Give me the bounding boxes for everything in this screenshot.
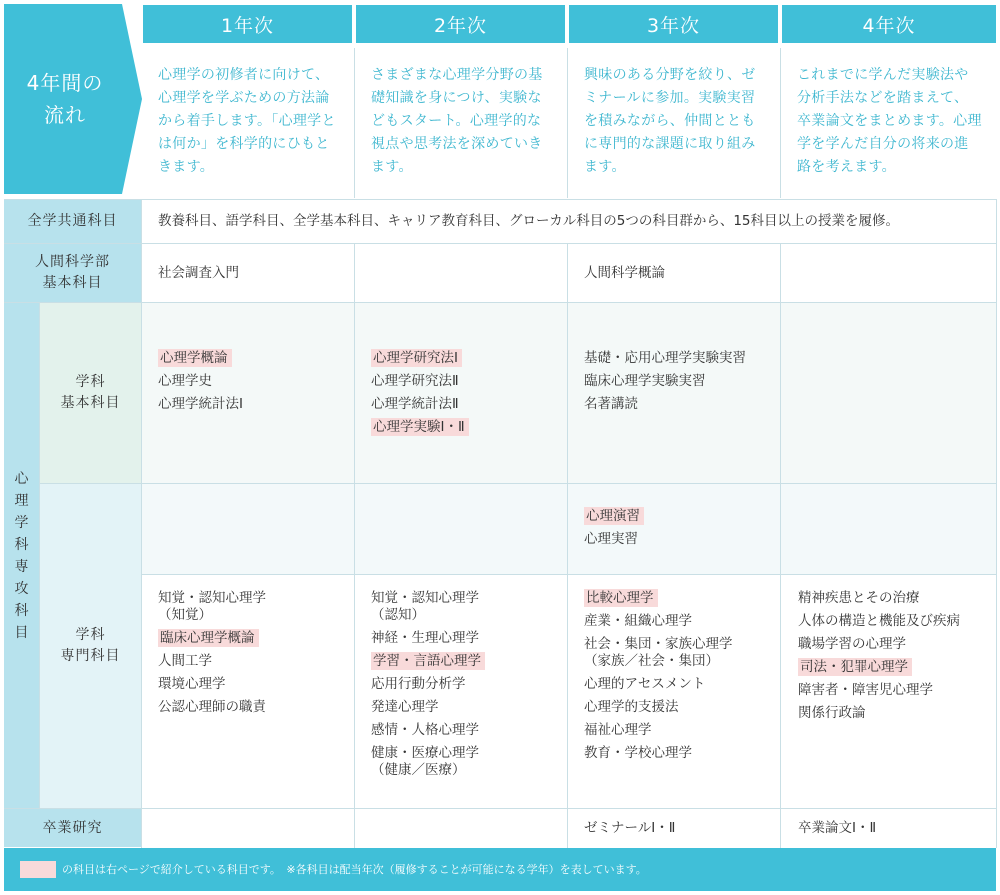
course-name: 名著講読 <box>584 396 638 412</box>
course-name: 比較心理学 <box>584 589 658 607</box>
course-item <box>371 590 561 624</box>
course-name: 心理的アセスメント <box>584 676 706 692</box>
course-name: 心理学統計法Ⅱ <box>371 396 459 412</box>
year-3-description: 興味のある分野を絞り、ゼミナールに参加。実験実習を積みながら、仲間とともに専門的な課題に取り組みます。 <box>584 67 756 175</box>
course-item <box>371 676 561 693</box>
course-item <box>371 373 561 390</box>
course-name: 学習・言語心理学 <box>371 652 485 670</box>
faculty-label: 人間科学部 基本科目 <box>35 254 110 291</box>
course-item <box>584 699 774 716</box>
grid-line <box>996 199 997 848</box>
course-name: 発達心理学 <box>371 699 439 715</box>
course-item <box>798 613 992 630</box>
grid-line <box>567 243 568 848</box>
dept-basic-label: 学科 基本科目 <box>60 374 121 411</box>
graduation-y3: ゼミナールⅠ・Ⅱ <box>584 820 676 836</box>
year-4-description: これまでに学んだ実験法や分析手法などを踏まえて、卒業論文をまとめます。心理学を学んだ自分の将来の進路を考えます。 <box>797 67 982 175</box>
course-item <box>798 659 992 676</box>
header-divider <box>354 48 355 198</box>
year-1-header: 1年次 <box>143 5 352 43</box>
major-label: 心 理 学 科 専 攻 科 目 <box>14 470 29 641</box>
header-divider <box>567 48 568 198</box>
dept-basic-y3-list <box>584 350 774 419</box>
grid-line <box>4 199 996 200</box>
dept-special-y2-list <box>371 590 561 785</box>
course-name: 応用行動分析学 <box>371 676 466 692</box>
dept-practice-row-bg <box>142 484 996 574</box>
course-item <box>158 590 348 624</box>
course-item <box>584 745 774 762</box>
course-item <box>371 722 561 739</box>
course-name: 関係行政論 <box>798 705 866 721</box>
course-item <box>371 419 561 436</box>
course-name: 精神疾患とその治療 <box>798 590 920 606</box>
course-item <box>371 653 561 670</box>
year-2-description: さまざまな心理学分野の基礎知識を身につけ、実験などもスタート。心理学的な視点や思考法を深めていきます。 <box>371 67 543 175</box>
course-name: 基礎・応用心理学実験実習 <box>584 350 746 366</box>
dept-basic-y1-list <box>158 350 348 419</box>
graduation-y4: 卒業論文Ⅰ・Ⅱ <box>798 820 877 836</box>
course-item <box>158 350 348 367</box>
course-name: 神経・生理心理学 <box>371 630 479 646</box>
course-item <box>584 636 774 670</box>
year-1-description: 心理学の初修者に向けて、心理学を学ぶための方法論から着手します。「心理学とは何か」を科学的にひもときます。 <box>158 67 336 175</box>
dept-practice-y3-list <box>584 508 774 554</box>
grid-line <box>4 243 996 244</box>
course-name: 産業・組織心理学 <box>584 613 692 629</box>
course-item <box>798 705 992 722</box>
course-name: 職場学習の心理学 <box>798 636 906 652</box>
course-item <box>798 682 992 699</box>
course-item <box>584 396 774 413</box>
course-name: 司法・犯罪心理学 <box>798 658 912 676</box>
course-item <box>371 396 561 413</box>
course-item <box>158 396 348 413</box>
course-name: 心理学概論 <box>158 349 232 367</box>
common-label: 全学共通科目 <box>27 213 118 229</box>
graduation-label: 卒業研究 <box>42 819 103 836</box>
course-name: 心理学史 <box>158 373 212 389</box>
year-3-header: 3年次 <box>569 5 778 43</box>
grid-line <box>141 199 142 848</box>
header-divider <box>780 48 781 198</box>
course-name: 人間工学 <box>158 653 212 669</box>
faculty-y1: 社会調査入門 <box>158 265 239 281</box>
course-item <box>158 676 348 693</box>
course-name: 知覚・認知心理学 （認知） <box>371 590 479 623</box>
course-name: 健康・医療心理学 （健康／医療） <box>371 745 479 778</box>
course-item <box>371 350 561 367</box>
course-item <box>371 630 561 647</box>
course-item <box>158 373 348 390</box>
course-name: 心理学研究法Ⅰ <box>371 349 462 367</box>
course-item <box>584 722 774 739</box>
common-text: 教養科目、語学科目、全学基本科目、キャリア教育科目、グローカル科目の5つの科目群から、15科目以上の授業を履修。 <box>158 213 899 229</box>
course-item <box>158 699 348 716</box>
course-item <box>584 350 774 367</box>
course-item <box>158 630 348 647</box>
year-2-header: 2年次 <box>356 5 565 43</box>
dept-special-y4-list <box>798 590 992 728</box>
year-4-header: 4年次 <box>782 5 996 43</box>
course-item <box>584 590 774 607</box>
course-name: 環境心理学 <box>158 676 226 692</box>
dept-special-label: 学科 専門科目 <box>60 627 121 664</box>
course-name: 心理学研究法Ⅱ <box>371 373 459 389</box>
course-item <box>798 590 992 607</box>
course-item <box>584 531 774 548</box>
highlight-legend-swatch <box>20 861 56 878</box>
course-name: 感情・人格心理学 <box>371 722 479 738</box>
course-item <box>584 676 774 693</box>
course-item <box>158 653 348 670</box>
grid-line <box>780 243 781 848</box>
course-name: 公認心理師の職責 <box>158 699 266 715</box>
faculty-y3: 人間科学概論 <box>584 265 665 281</box>
course-name: 教育・学校心理学 <box>584 745 692 761</box>
course-name: 知覚・認知心理学 （知覚） <box>158 590 266 623</box>
course-item <box>798 636 992 653</box>
grid-line <box>4 808 996 809</box>
grid-line <box>4 302 996 303</box>
course-name: 福祉心理学 <box>584 722 652 738</box>
course-item <box>584 613 774 630</box>
course-item <box>584 508 774 525</box>
footnote-text: の科目は右ページで紹介している科目です。 ※各科目は配当年次（履修することが可能になる学年）を表しています。 <box>62 863 647 876</box>
grid-line <box>354 243 355 848</box>
course-name: 心理学統計法Ⅰ <box>158 396 243 412</box>
course-name: 心理実習 <box>584 531 638 547</box>
dept-basic-y2-list <box>371 350 561 442</box>
grid-line <box>142 574 996 575</box>
course-name: 障害者・障害児心理学 <box>798 682 933 698</box>
course-name: 臨床心理学実験実習 <box>584 373 706 389</box>
course-name: 心理学的支援法 <box>584 699 679 715</box>
course-item <box>584 373 774 390</box>
course-name: 心理演習 <box>584 507 644 525</box>
course-item <box>371 745 561 779</box>
course-item <box>371 699 561 716</box>
flow-title: 4年間の 流れ <box>26 71 104 127</box>
course-name: 臨床心理学概論 <box>158 629 259 647</box>
course-name: 人体の構造と機能及び疾病 <box>798 613 960 629</box>
course-name: 社会・集団・家族心理学 （家族／社会・集団） <box>584 636 733 669</box>
dept-special-y3-list <box>584 590 774 768</box>
grid-line <box>40 483 996 484</box>
dept-special-y1-list <box>158 590 348 722</box>
course-name: 心理学実験Ⅰ・Ⅱ <box>371 418 469 436</box>
